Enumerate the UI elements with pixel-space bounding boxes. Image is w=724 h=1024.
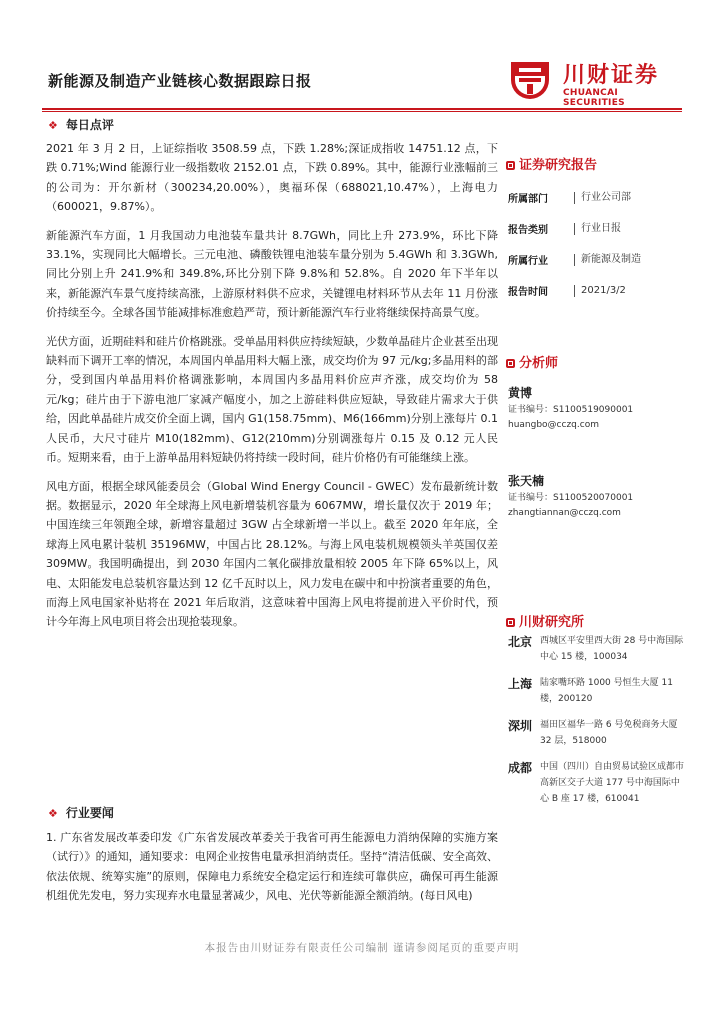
meta-key: 所属部门 [508,194,548,205]
office-item [508,633,688,665]
institute-heading: 川财研究所 [506,611,584,630]
analyst-email[interactable]: huangbo@cczq.com [508,420,599,430]
analyst-email[interactable]: zhangtiannan@cczq.com [508,508,621,518]
diamond-icon: ❖ [48,119,58,132]
office-address: 福田区福华一路 6 号免税商务大厦 32 层，518000 [540,720,678,746]
analyst-name: 黄博 [508,386,533,400]
daily-section-heading: ❖ 每日点评 [48,118,114,132]
page-title: 新能源及制造产业链核心数据跟踪日报 [48,72,312,90]
brand-name-en: CHUANCAI SECURITIES [563,88,625,108]
report-heading-icon [506,161,515,170]
meta-value: 2021/3/2 [574,285,626,297]
analyst-card [508,474,633,521]
brand-name-cn: 川财证券 [563,63,660,88]
office-item [508,717,688,749]
daily-paragraph: 新能源汽车方面，1 月我国动力电池装车量共计 8.7GWh，同比上升 273.9%，环比下降 33.1%，实现同比大幅增长。三元电池、磷酸铁锂电池装车量分别为 5.4GWh 和 3.3GWh,同比分别上升 241.9%和 349.8%,环比分别下降 9.8%和 52.8%。自 2020 年下半年以来，新能源汽车景气度持续高涨，上游原材料供不应求，关键锂电材料环节从去年 11 月份涨价持续至今。全球各国节能减排标准愈趋严苛，预计新能源汽车行业将继续保持高景气度。 [46,228,498,320]
office-address: 中国（四川）自由贸易试验区成都市高新区交子大道 177 号中海国际中心 B 座 17 楼，610041 [540,762,685,804]
meta-value: 行业日报 [574,223,621,235]
brand-logo [505,56,675,106]
meta-value: 行业公司部 [574,192,631,204]
meta-value: 新能源及制造 [574,254,641,266]
industry-paragraph: 1. 广东省发展改革委印发《广东省发展改革委关于我省可再生能源电力消纳保障的实施方案（试行）》的通知，通知要求：电网企业按售电量承担消纳责任。坚持“清洁低碳、安全高效、依法依规、统筹实施”的原则，保障电力系统安全稳定运行和连续可靠供应，确保可再生能源机组优先发电，努力实现弃水电量显著减少，风电、光伏等新能源全额消纳。(每日风电) [46,831,498,903]
report-heading: 证券研究报告 [506,154,597,173]
office-city: 深圳 [508,719,533,733]
meta-key: 所属行业 [508,256,548,267]
meta-row-category [508,213,683,244]
header-divider [42,108,682,110]
office-city: 北京 [508,635,533,649]
meta-row-industry [508,244,683,275]
office-city: 上海 [508,677,533,691]
daily-paragraph: 风电方面，根据全球风能委员会（Global Wind Energy Council - GWEC）发布最新统计数据。数据显示，2020 年全球海上风电新增装机容量为 6067MW，增长量仅次于 2019 年；中国连续三年领跑全球，新增容量超过 3GW 占全球新增一半以上。截至 2020 年年底，全球海上风电累计装机 35196MW，中国占比 28.12%。与海上风电装机规模领头羊英国仅差 309MW。我国明确提出，到 2030 年国内二氧化碳排放量相较 2005 年下降 65%以上，风电、太阳能发电总装机容量达到 12 亿千瓦时以上，风力发电在碳中和中扮演者重要的角色，而海上风电国家补贴将在 2021 年后取消，这意味着中国海上风电将提前进入平价时代，预计今年海上风电项目将会出现抢装现象。 [46,479,498,629]
logo-emblem-icon [505,56,555,104]
institute-heading-icon [506,618,515,627]
analyst-cert: 证书编号：S1100520070001 [508,493,634,503]
diamond-icon: ❖ [48,807,58,820]
header-divider-thin [42,111,682,112]
analyst-card [508,386,633,433]
page-footer: 本报告由川财证券有限责任公司编制 谨请参阅尾页的重要声明 [204,942,520,954]
report-meta-table [508,182,683,306]
analyst-heading-icon [506,359,515,368]
daily-paragraph: 2021 年 3 月 2 日，上证综指收 3508.59 点，下跌 1.28%;深证成指收 14751.12 点，下跌 0.71%;Wind 能源行业一级指数收 2152.01 点，下跌 0.89%。其中，能源行业涨幅前三的公司为：开尔新材（300234,20.00%），奥福环保（688021,10.47%），上海电力（600021，9.87%）。 [46,142,498,214]
analyst-name: 张天楠 [508,474,545,488]
office-list [508,633,688,817]
office-city: 成都 [508,761,533,775]
analyst-heading: 分析师 [506,352,558,371]
daily-paragraph: 光伏方面，近期硅料和硅片价格跳涨。受单晶用料供应持续短缺，少数单晶硅片企业甚至出现缺料而下调开工率的情况，本周国内单晶用料大幅上涨，成交均价为 97 元/kg;多晶用料的部分，受到国内单晶用料价格调涨影响，本周国内多晶用料价应声齐涨，成交均价为 58 元/kg；硅片由于下游电池厂家减产幅度小，加之上游硅料供应短缺，导致硅片需求大于供给，因此单晶硅片成交价全面上调，国内 G1(158.75mm)、M6(166mm)分别上涨每片 0.1 人民币，大尺寸硅片 M10(182mm)、G12(210mm)分别调涨每片 0.15 及 0.12 元人民币。短期来看，由于上游单晶用料短缺仍将持续一段时间，硅片价格仍有可能继续上涨。 [46,334,498,465]
industry-section-heading: ❖ 行业要闻 [48,806,114,820]
analyst-cert: 证书编号：S1100519090001 [508,405,634,415]
office-address: 西城区平安里西大街 28 号中海国际中心 15 楼，100034 [540,636,684,662]
meta-key: 报告时间 [508,287,548,298]
meta-row-department [508,182,683,213]
office-item [508,759,688,807]
office-address: 陆家嘴环路 1000 号恒生大厦 11 楼，200120 [540,678,673,704]
industry-section-body [46,828,498,915]
office-item [508,675,688,707]
daily-section-body [46,139,498,641]
meta-row-date [508,275,683,306]
meta-key: 报告类别 [508,225,548,236]
